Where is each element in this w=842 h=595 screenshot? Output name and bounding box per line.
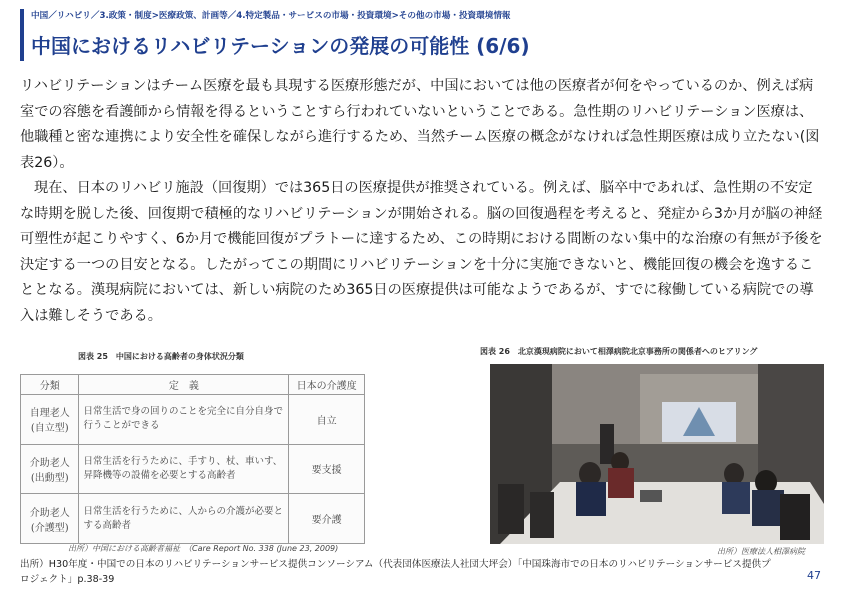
meeting-photo-illustration (490, 364, 824, 544)
category-name: 自理老人 (29, 408, 70, 420)
category-type: (自立型) (30, 423, 69, 435)
definition-cell: 日常生活を行うために、人からの介護が必要とする高齢者 (79, 494, 289, 544)
category-cell (21, 494, 79, 544)
care-table (20, 374, 365, 544)
category-type: (介護型) (30, 522, 69, 534)
header-cell: 日本の介護度 (289, 375, 365, 395)
definition-cell: 日常生活で身の回りのことを完全に自分自身で行うことができる (79, 395, 289, 445)
header-cell: 分類 (21, 375, 79, 395)
page-number: 47 (807, 569, 821, 582)
definition-cell: 日常生活を行うために、手すり、杖、車いす、昇降機等の設備を必要とする高齢者 (79, 444, 289, 494)
breadcrumb: 中国／リハビリ／3.政策・制度>医療政策、計画等／4.特定製品・サービスの市場・投資環境>その他の市場・投資環境情報 (31, 11, 511, 21)
figure25-caption: 図表 25 中国における高齢者の身体状況分類 (78, 352, 244, 361)
table-row (21, 444, 365, 494)
japan-care-level-cell: 自立 (289, 395, 365, 445)
footer-source-note: 出所）H30年度・中国での日本のリハビリテーションサービス提供コンソーシアム（代表団体医療法人社団大坪会）「中国珠海市での日本のリハビリテーションサービス提供プロジェクト」p.38-39 (20, 559, 771, 585)
category-cell (21, 395, 79, 445)
table-header-row (21, 375, 365, 395)
paragraph: リハビリテーションはチーム医療を最も具現する医療形態だが、中国においては他の医療者が何をやっているのか、例えば病室での容態を看護師から情報を得るということすら行われていないということである。急性期のリハビリテーション医療は、他職種と密な連携により安全性を確保しながら進行するため、当然チーム医療の概念がなければ急性期医療は成り立たない(図表26）。 (20, 78, 820, 171)
paragraph: 現在、日本のリハビリ施設（回復期）では365日の医療提供が推奨されている。例えば、脳卒中であれば、急性期の不安定な時期を脱した後、回復期で積極的なリハビリテーションが開始される。脳の回復過程を考えると、発症から3か月が脳の神経可塑性が起こりやすく、6か月で機能回復がプラトーに達するため、この時期における間断のない集中的な治療の有無が予後を決定する一つの目安となる。したがってこの期間にリハビリテーションを十分に実施できないと、機能回復の機会を逸することとなる。漢現病院においては、新しい病院のため365日の医療提供は可能なようであるが、すでに稼働している病院での導入は難しそうである。 (20, 180, 823, 324)
category-name: 介助老人 (29, 507, 70, 519)
body-text (20, 74, 824, 329)
japan-care-level-cell: 要支援 (289, 444, 365, 494)
table-row (21, 494, 365, 544)
elderly-classification-table (20, 374, 365, 544)
header-cell: 定 義 (79, 375, 289, 395)
category-type: (出動型) (30, 472, 69, 484)
table-row (21, 395, 365, 445)
title-accent-bar (20, 9, 24, 61)
meeting-room-photo (490, 364, 824, 544)
figure25-source: 出所）中国における高齢者福祉 （Care Report No. 338 (June 23, 2009) (68, 544, 339, 553)
category-name: 介助老人 (29, 457, 70, 469)
figure26-caption: 図表 26 北京漢現病院において相澤病院北京事務所の関係者へのヒアリング (480, 347, 758, 356)
figure26-source: 出所）医療法人相澤病院 (717, 547, 805, 556)
page-title: 中国におけるリハビリテーションの発展の可能性 (6/6) (31, 34, 530, 58)
category-cell (21, 444, 79, 494)
japan-care-level-cell: 要介護 (289, 494, 365, 544)
